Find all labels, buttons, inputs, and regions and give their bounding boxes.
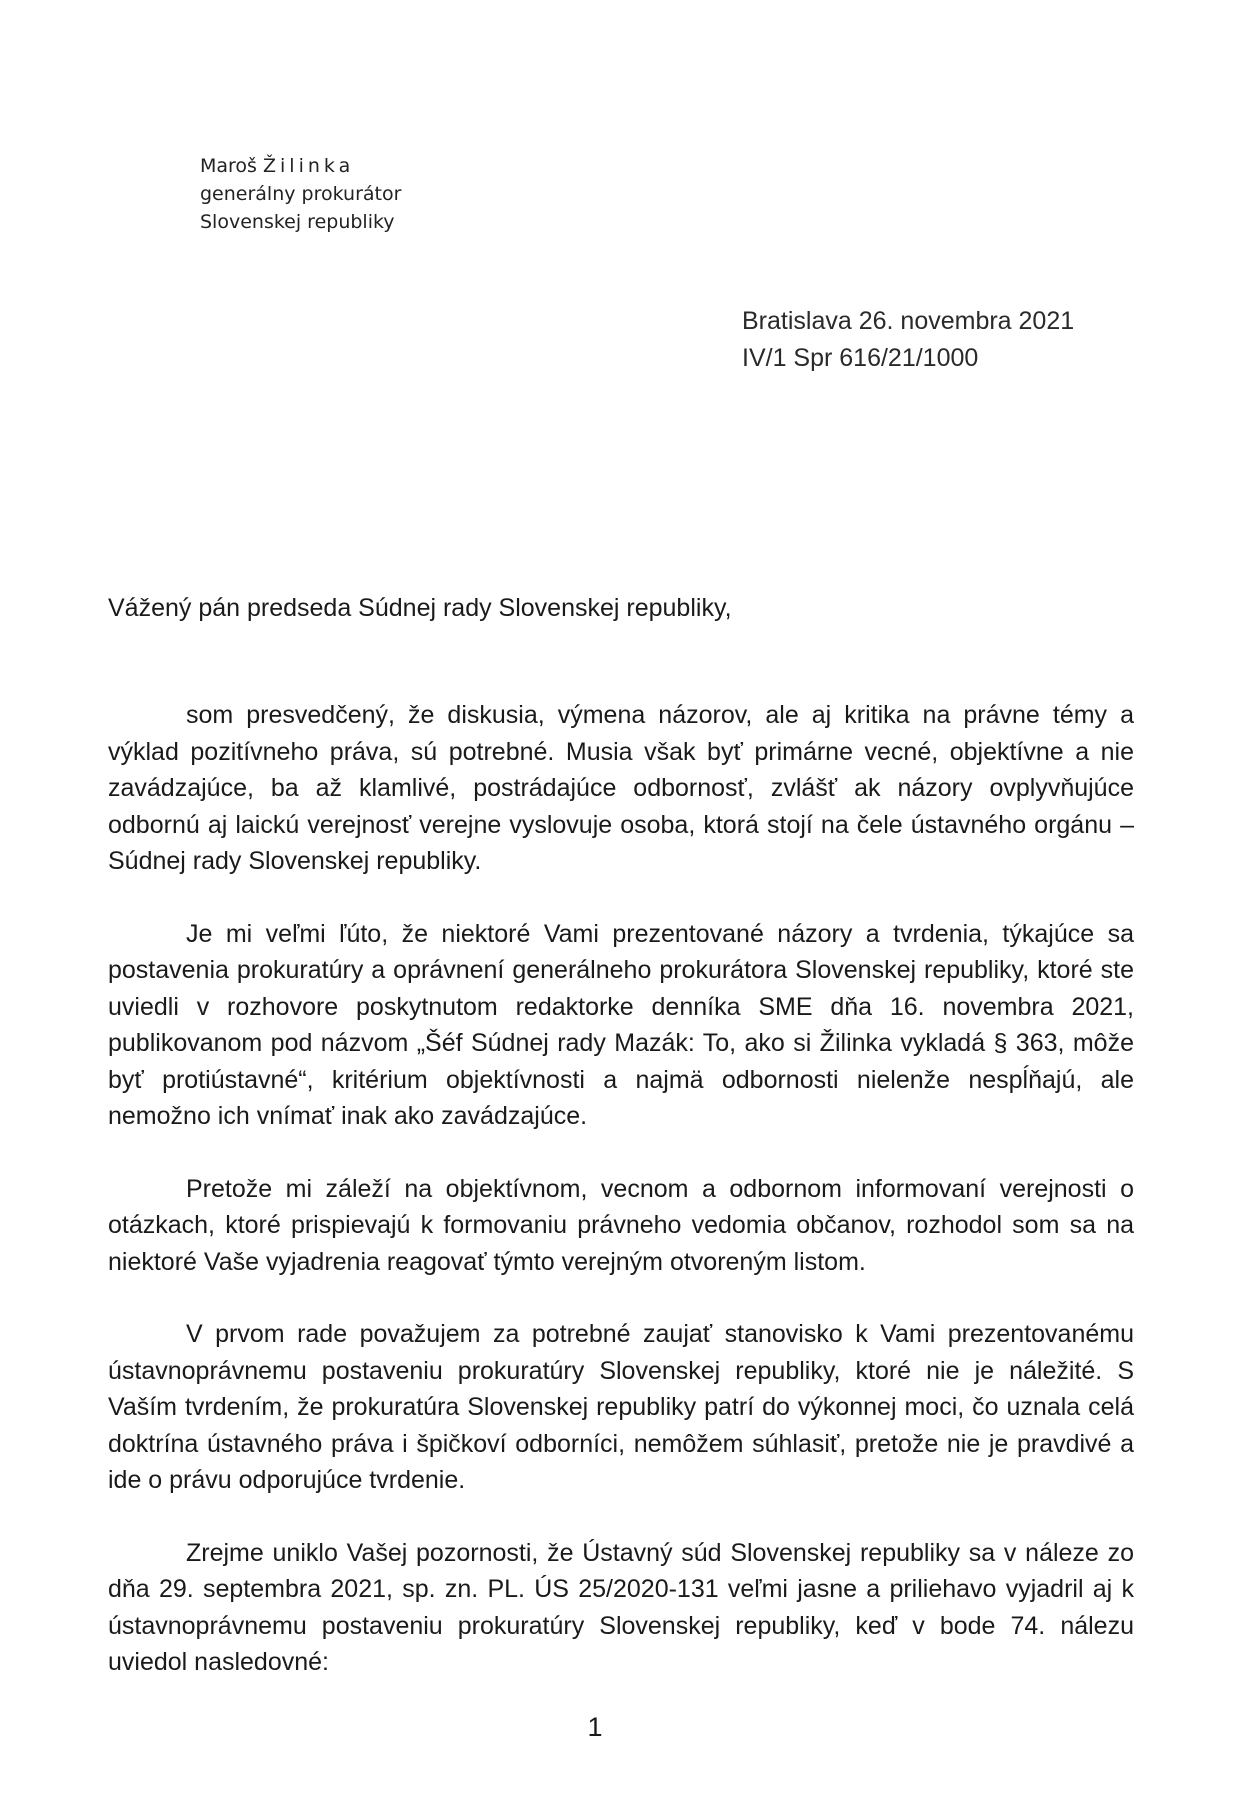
page-number: 1 [587, 1712, 603, 1742]
sender-name [200, 152, 500, 180]
sender-title: generálny prokurátor [200, 183, 402, 205]
body-paragraph: som presvedčený, že diskusia, výmena názorov, ale aj kritika na právne témy a výklad pozitívneho práva, sú potrebné. Musia však byť primárne vecné, objektívne a nie zavádzajúce, ba až klamlivé, postrádajúce odbornosť, zvlášť ak názory ovplyvňujúce odbornú aj laickú verejnosť verejne vyslovuje osoba, ktorá stojí na čele ústavného orgánu – Súdnej rady Slovenskej republiky. [108, 701, 1134, 875]
letter-body [108, 697, 1134, 1717]
body-paragraph: Pretože mi záleží na objektívnom, vecnom a odbornom informovaní verejnosti o otázkach, ktoré prispievajú k formovaniu právneho vedomia občanov, rozhodol som sa na niektoré Vaše vyjadrenia reagovať týmto verejným otvoreným listom. [108, 1174, 1134, 1276]
sender-block [200, 152, 500, 236]
sender-first-name: Maroš [200, 155, 257, 177]
sender-last-name: Žilinka [263, 155, 355, 177]
sender-organization: Slovenskej republiky [200, 211, 395, 233]
place-and-date: Bratislava 26. novembra 2021 [742, 307, 1075, 335]
body-paragraph: Je mi veľmi ľúto, že niektoré Vami prezentované názory a tvrdenia, týkajúce sa postavenia prokuratúry a oprávnení generálneho prokurátora Slovenskej republiky, ktoré ste uviedli v rozhovore poskytnutom redaktorke denníka SME dňa 16. novembra 2021, publikovanom pod názvom „Šéf Súdnej rady Mazák: To, ako si Žilinka vykladá § 363, môže byť protiústavné“, kritérium objektívnosti a najmä odbornosti nielenže nespĺňajú, ale nemožno ich vnímať inak ako zavádzajúce. [108, 919, 1134, 1130]
body-paragraph: Zrejme uniklo Vašej pozornosti, že Ústavný súd Slovenskej republiky sa v náleze zo dňa 29. septembra 2021, sp. zn. PL. ÚS 25/2020-131 veľmi jasne a priliehavo vyjadril aj k ústavnoprávnemu postaveniu prokuratúry Slovenskej republiky, keď v bode 74. nálezu uviedol nasledovné: [108, 1538, 1134, 1676]
body-paragraph: V prvom rade považujem za potrebné zaujať stanovisko k Vami prezentovanému ústavnoprávnemu postaveniu prokuratúry Slovenskej republiky, ktoré nie je náležité. S Vaším tvrdením, že prokuratúra Slovenskej republiky patrí do výkonnej moci, čo uznala celá doktrína ústavného práva i špičkoví odborníci, nemôžem súhlasiť, pretože nie je pravdivé a ide o právu odporujúce tvrdenie. [108, 1320, 1134, 1494]
salutation: Vážený pán predseda Súdnej rady Slovenskej republiky, [108, 594, 732, 622]
reference-number: IV/1 Spr 616/21/1000 [742, 344, 979, 372]
letter-meta [742, 303, 1074, 377]
